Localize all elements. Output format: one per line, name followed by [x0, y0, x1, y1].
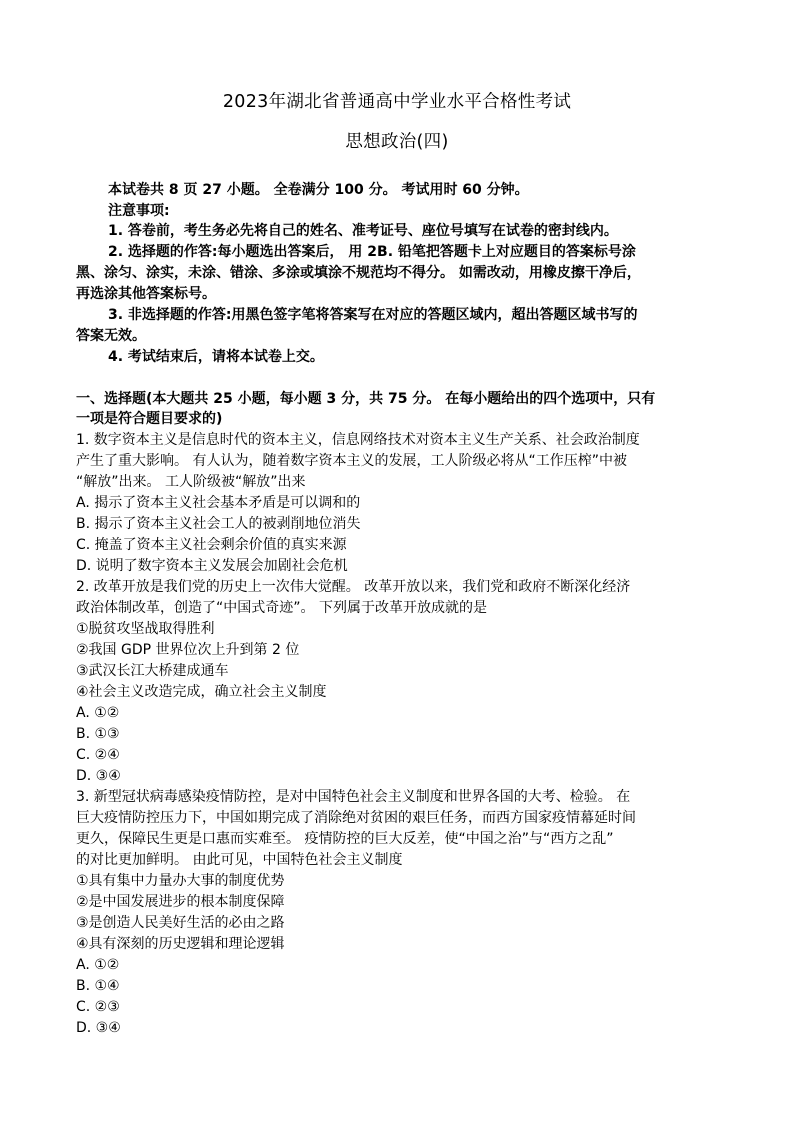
exam-title: 2023年湖北省普通高中学业水平合格性考试 [222, 92, 572, 112]
q1-option-a: A. 揭示了资本主义社会基本矛盾是可以调和的 [76, 495, 361, 511]
q3-statement-1: ①具有集中力量办大事的制度优势 [76, 873, 285, 889]
notice-item-2-line-3: 再选涂其他答案标号。 [76, 286, 216, 302]
section-heading-line-1: 一、选择题(本大题共 25 小题，每小题 3 分，共 75 分。 在每小题给出的四个选项中，只有 [76, 391, 656, 407]
q3-option-a: A. ①② [76, 957, 120, 973]
notice-item-2-line-2: 黑、涂匀、涂实，未涂、错涂、多涂或填涂不规范均不得分。 如需改动，用橡皮擦干净后， [76, 265, 641, 281]
q1-stem-line-1: 1. 数字资本主义是信息时代的资本主义，信息网络技术对资本主义生产关系、社会政治制度 [76, 432, 640, 448]
q3-statement-4: ④具有深刻的历史逻辑和理论逻辑 [76, 936, 285, 952]
q2-option-d: D. ③④ [76, 768, 121, 784]
q3-option-c: C. ②③ [76, 999, 120, 1015]
q1-stem-line-2: 产生了重大影响。 有人认为，随着数字资本主义的发展，工人阶级必将从“工作压榨”中被 [76, 453, 627, 469]
q3-stem-line-3: 更久，保障民生更是口惠而实难至。 疫情防控的巨大反差，使“中国之治”与“西方之乱” [76, 831, 614, 847]
notice-label: 注意事项: [108, 203, 170, 219]
notice-item-1: 1. 答卷前，考生务必先将自己的姓名、准考证号、座位号填写在试卷的密封线内。 [108, 223, 618, 239]
q2-option-a: A. ①② [76, 705, 120, 721]
section-heading-line-2: 一项是符合题目要求的) [76, 411, 223, 427]
q2-statement-1: ①脱贫攻坚战取得胜利 [76, 621, 215, 637]
q2-statement-2: ②我国 GDP 世界位次上升到第 2 位 [76, 642, 300, 658]
q3-stem-line-4: 的对比更加鲜明。 由此可见，中国特色社会主义制度 [76, 852, 403, 868]
q2-stem-line-1: 2. 改革开放是我们党的历史上一次伟大觉醒。 改革开放以来，我们党和政府不断深化经济 [76, 579, 631, 595]
q3-stem-line-1: 3. 新型冠状病毒感染疫情防控，是对中国特色社会主义制度和世界各国的大考、检验。 在 [76, 789, 631, 805]
q1-option-b: B. 揭示了资本主义社会工人的被剥削地位消失 [76, 516, 361, 532]
q1-option-d: D. 说明了数字资本主义发展会加剧社会危机 [76, 558, 348, 574]
q3-statement-3: ③是创造人民美好生活的必由之路 [76, 915, 285, 931]
notice-item-3-line-2: 答案无效。 [76, 328, 146, 344]
q2-statement-3: ③武汉长江大桥建成通车 [76, 663, 229, 679]
q3-stem-line-2: 巨大疫情防控压力下，中国如期完成了消除绝对贫困的艰巨任务，而西方国家疫情幕延时间 [76, 810, 636, 826]
q3-option-b: B. ①④ [76, 978, 120, 994]
q2-option-c: C. ②④ [76, 747, 120, 763]
q2-option-b: B. ①③ [76, 726, 120, 742]
q1-option-c: C. 掩盖了资本主义社会剩余价值的真实来源 [76, 537, 347, 553]
notice-item-3-line-1: 3. 非选择题的作答:用黑色签字笔将答案写在对应的答题区域内，超出答题区域书写的 [108, 307, 638, 323]
notice-item-2-line-1: 2. 选择题的作答:每小题选出答案后， 用 2B. 铅笔把答题卡上对应题目的答案标号涂 [108, 244, 636, 260]
q2-stem-line-2: 政治体制改革，创造了“中国式奇迹”。 下列属于改革开放成就的是 [76, 600, 487, 616]
q2-statement-4: ④社会主义改造完成，确立社会主义制度 [76, 684, 327, 700]
notice-item-4: 4. 考试结束后，请将本试卷上交。 [108, 349, 324, 365]
q3-statement-2: ②是中国发展进步的根本制度保障 [76, 894, 285, 910]
exam-subtitle: 思想政治(四) [345, 132, 449, 152]
q1-stem-line-3: “解放”出来。 工人阶级被“解放”出来 [76, 474, 306, 490]
q3-option-d: D. ③④ [76, 1020, 121, 1036]
instructions-summary: 本试卷共 8 页 27 小题。 全卷满分 100 分。 考试用时 60 分钟。 [108, 182, 529, 198]
